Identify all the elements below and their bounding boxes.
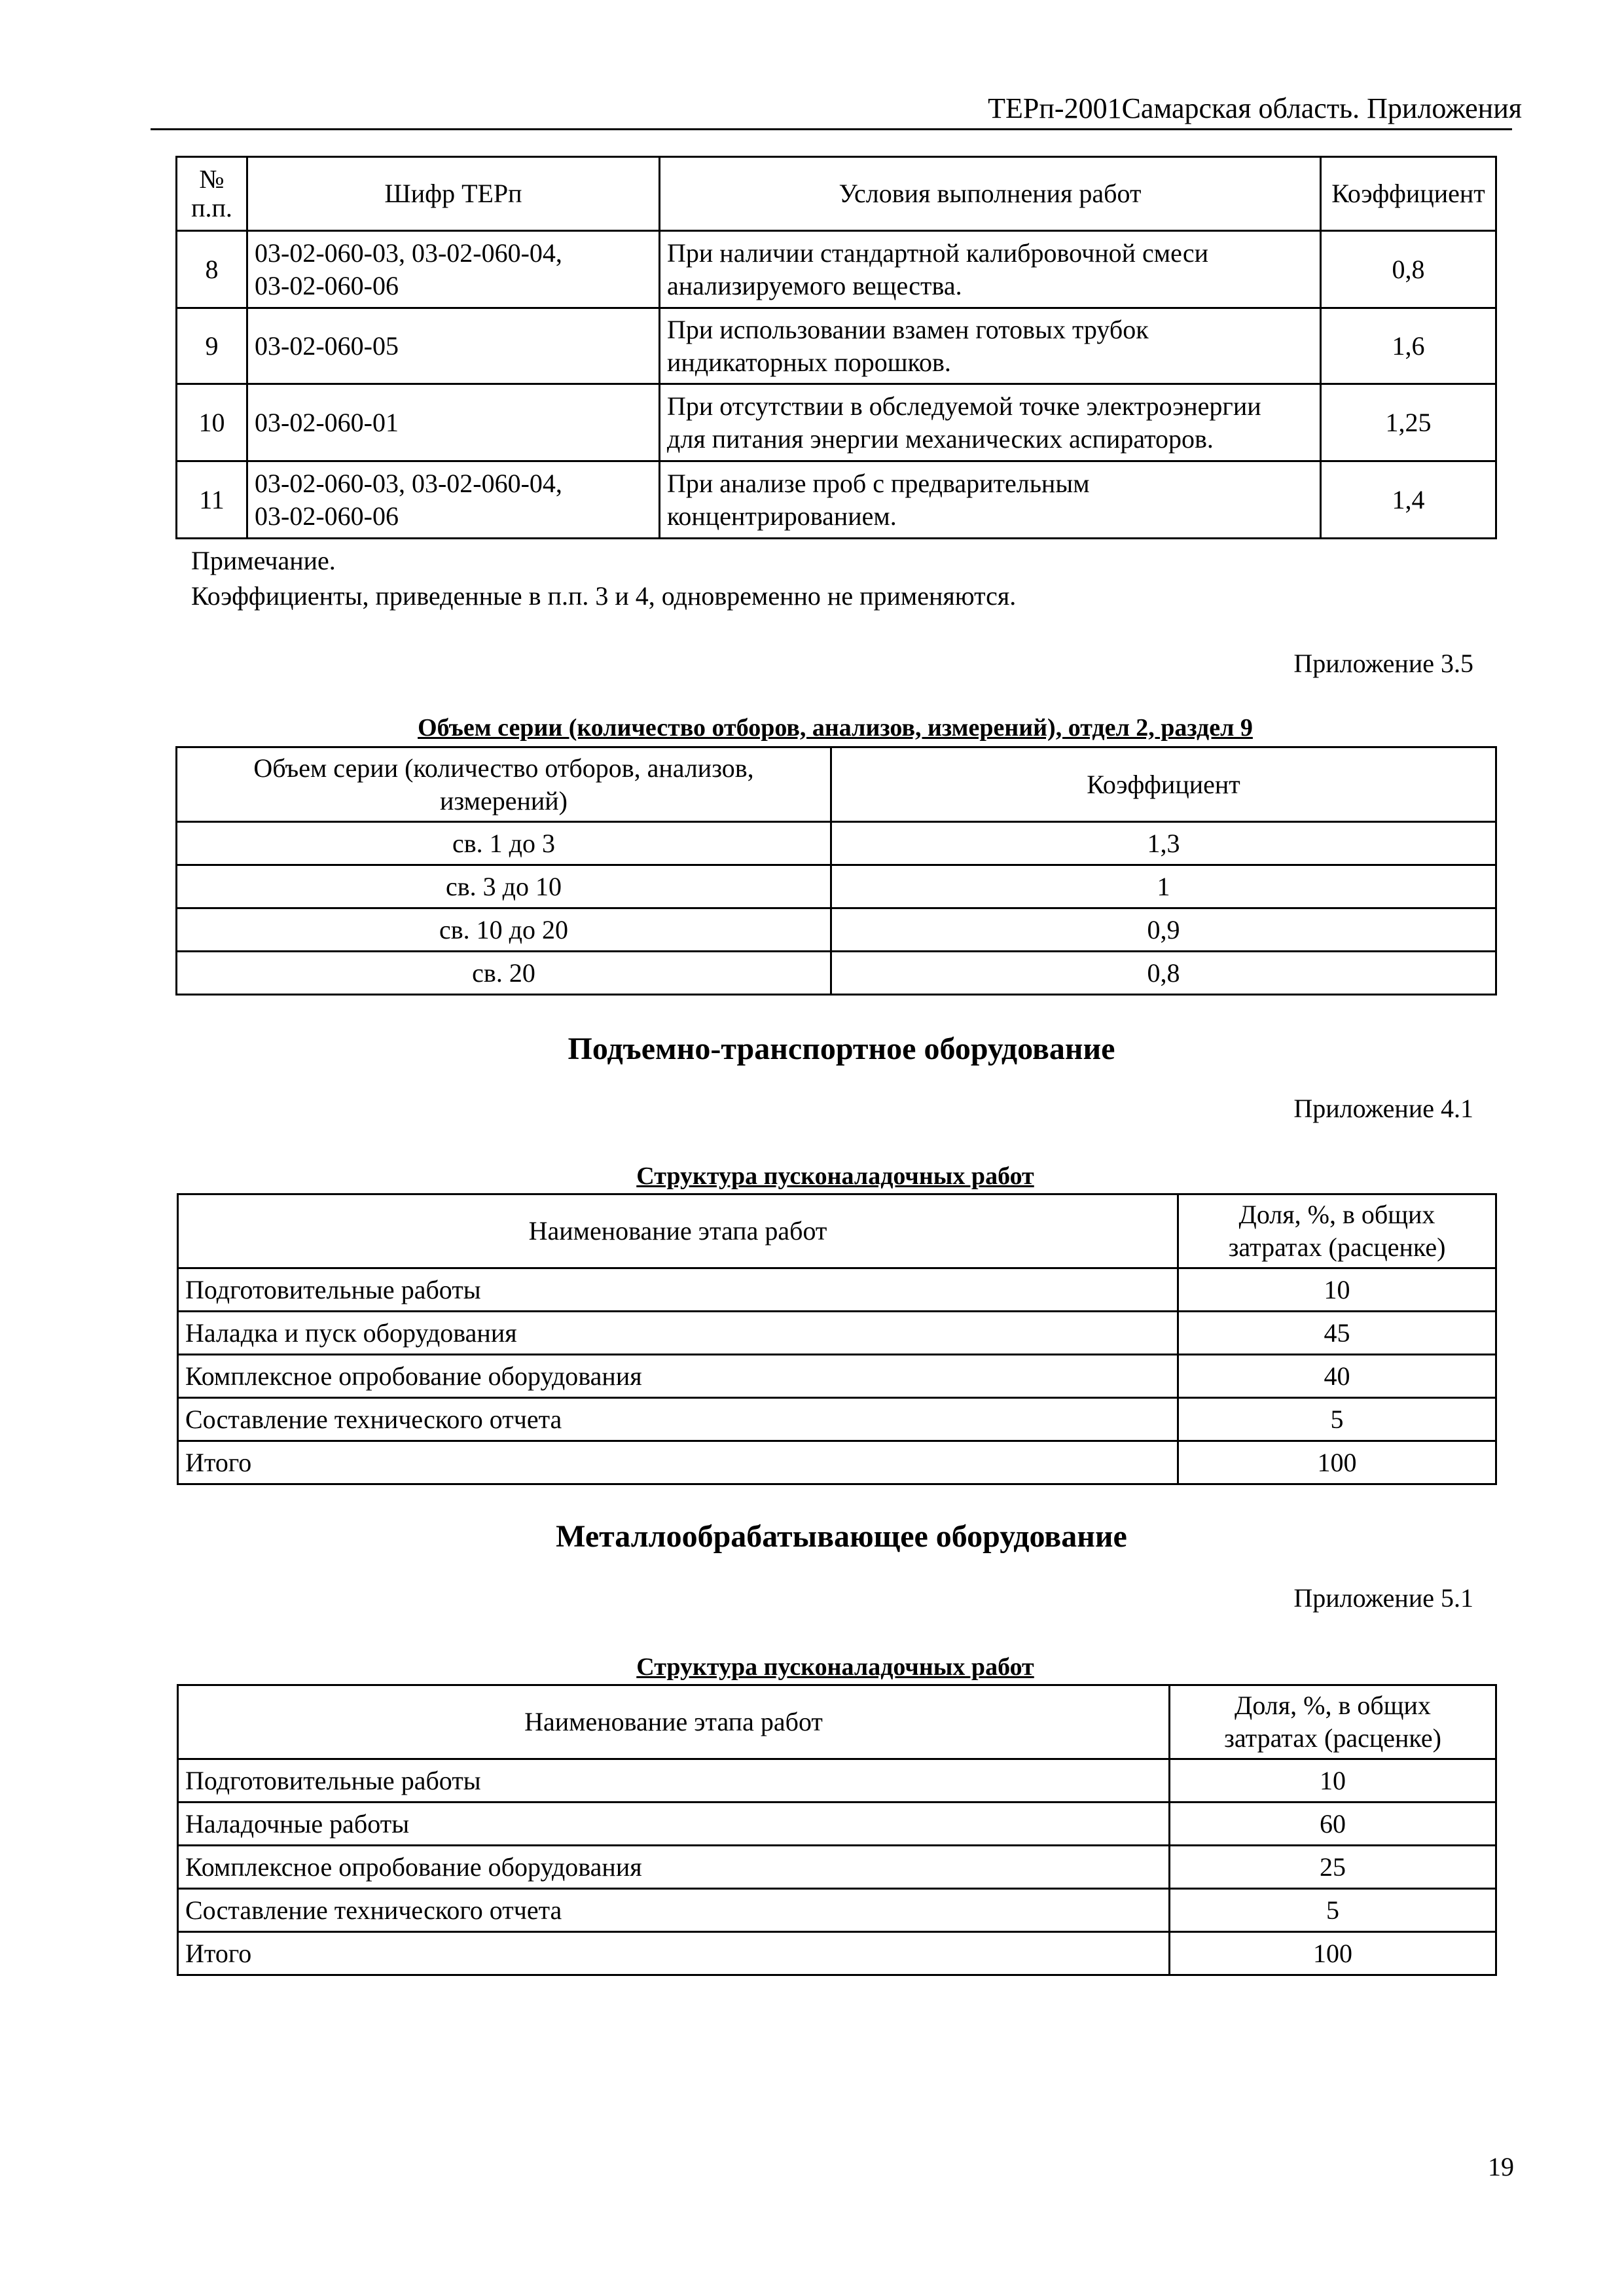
note-block	[191, 543, 1016, 614]
row-coef: 1,3	[831, 822, 1496, 865]
condition-line: для питания энергии механических аспираторов.	[667, 423, 1214, 454]
col-header-series: Объем серии (количество отборов, анализов, измерений)	[177, 747, 831, 822]
row-stage: Итого	[178, 1441, 1178, 1484]
condition-line: При отсутствии в обследуемой точке электроэнергии	[667, 391, 1261, 421]
table-header-row	[178, 1685, 1496, 1759]
row-range: св. 10 до 20	[177, 908, 831, 952]
table-row	[177, 908, 1496, 952]
col-header-stage: Наименование этапа работ	[178, 1194, 1178, 1268]
row-share: 25	[1170, 1846, 1496, 1889]
row-code	[247, 231, 660, 308]
row-stage: Наладка и пуск оборудования	[178, 1312, 1178, 1355]
row-coef: 0,8	[831, 952, 1496, 995]
row-condition	[660, 231, 1321, 308]
row-share: 45	[1178, 1312, 1496, 1355]
col-header-coef: Коэффициент	[831, 747, 1496, 822]
col-header-coef: Коэффициент	[1321, 157, 1496, 231]
commissioning-structure-table-metalworking	[177, 1684, 1497, 1976]
table-row	[177, 308, 1496, 384]
table-row	[178, 1312, 1496, 1355]
table-row-total	[178, 1932, 1496, 1975]
row-coef: 0,8	[1321, 231, 1496, 308]
conditions-table	[175, 156, 1497, 539]
code-line: 03-02-060-03, 03-02-060-04,	[255, 238, 562, 268]
table-header-row	[178, 1194, 1496, 1268]
row-code	[247, 461, 660, 539]
row-share: 100	[1170, 1932, 1496, 1975]
row-stage: Подготовительные работы	[178, 1268, 1178, 1312]
table-row	[178, 1355, 1496, 1398]
appendix-5-1-caption: Структура пусконаладочных работ	[636, 1653, 1034, 1681]
condition-line: концентрированием.	[667, 501, 897, 531]
row-num: 9	[177, 308, 247, 384]
condition-line: индикаторных порошков.	[667, 347, 951, 377]
row-share: 5	[1170, 1889, 1496, 1932]
table-row	[178, 1398, 1496, 1441]
section-title-metalworking: Металлообрабатывающее оборудование	[556, 1519, 1127, 1554]
col-header-label: № п.п.	[191, 164, 232, 223]
row-stage: Составление технического отчета	[178, 1398, 1178, 1441]
col-header-share: Доля, %, в общих затратах (расценке)	[1178, 1194, 1496, 1268]
row-code	[247, 384, 660, 461]
series-volume-table	[175, 746, 1497, 996]
table-header-row	[177, 747, 1496, 822]
section-title-lifting: Подъемно-транспортное оборудование	[568, 1031, 1115, 1066]
row-stage: Наладочные работы	[178, 1803, 1170, 1846]
col-header-conditions: Условия выполнения работ	[660, 157, 1321, 231]
row-stage: Комплексное опробование оборудования	[178, 1846, 1170, 1889]
row-num: 8	[177, 231, 247, 308]
col-header-stage: Наименование этапа работ	[178, 1685, 1170, 1759]
appendix-4-1-caption: Структура пусконаладочных работ	[636, 1162, 1034, 1190]
note-label: Примечание.	[191, 546, 336, 575]
row-condition	[660, 461, 1321, 539]
row-share: 5	[1178, 1398, 1496, 1441]
page-number: 19	[1488, 2152, 1514, 2181]
code-line: 03-02-060-01	[255, 407, 399, 437]
header-rule	[151, 128, 1512, 130]
row-condition	[660, 384, 1321, 461]
condition-line: При наличии стандартной калибровочной смеси	[667, 238, 1208, 268]
code-line: 03-02-060-06	[255, 501, 399, 531]
row-stage: Подготовительные работы	[178, 1759, 1170, 1803]
row-share: 60	[1170, 1803, 1496, 1846]
table-row	[178, 1889, 1496, 1932]
col-header-num	[177, 157, 247, 231]
row-stage: Составление технического отчета	[178, 1889, 1170, 1932]
appendix-3-5-caption: Объем серии (количество отборов, анализов, измерений), отдел 2, раздел 9	[418, 714, 1253, 742]
code-line: 03-02-060-06	[255, 270, 399, 300]
row-num: 11	[177, 461, 247, 539]
row-coef: 1,6	[1321, 308, 1496, 384]
row-stage: Комплексное опробование оборудования	[178, 1355, 1178, 1398]
row-share: 10	[1178, 1268, 1496, 1312]
row-coef: 0,9	[831, 908, 1496, 952]
row-coef: 1,4	[1321, 461, 1496, 539]
row-code	[247, 308, 660, 384]
appendix-3-5-label: Приложение 3.5	[1293, 649, 1473, 678]
row-range: св. 20	[177, 952, 831, 995]
running-header: ТЕРп-2001Самарская область. Приложения	[988, 92, 1522, 124]
condition-line: При анализе проб с предварительным	[667, 468, 1090, 498]
condition-line: анализируемого вещества.	[667, 270, 962, 300]
table-row	[177, 384, 1496, 461]
table-row-total	[178, 1441, 1496, 1484]
row-share: 40	[1178, 1355, 1496, 1398]
condition-line: При использовании взамен готовых трубок	[667, 314, 1149, 344]
appendix-4-1-label: Приложение 4.1	[1293, 1094, 1473, 1123]
col-header-share: Доля, %, в общих затратах (расценке)	[1170, 1685, 1496, 1759]
row-share: 100	[1178, 1441, 1496, 1484]
appendix-5-1-label: Приложение 5.1	[1293, 1583, 1473, 1613]
col-header-code: Шифр ТЕРп	[247, 157, 660, 231]
code-line: 03-02-060-03, 03-02-060-04,	[255, 468, 562, 498]
table-row	[178, 1803, 1496, 1846]
row-coef: 1,25	[1321, 384, 1496, 461]
table-header-row	[177, 157, 1496, 231]
row-range: св. 3 до 10	[177, 865, 831, 908]
note-text: Коэффициенты, приведенные в п.п. 3 и 4, одновременно не применяются.	[191, 581, 1017, 611]
table-row	[178, 1759, 1496, 1803]
table-row	[177, 952, 1496, 995]
table-row	[178, 1268, 1496, 1312]
row-share: 10	[1170, 1759, 1496, 1803]
table-row	[177, 461, 1496, 539]
commissioning-structure-table-lifting	[177, 1193, 1497, 1485]
table-row	[177, 231, 1496, 308]
table-row	[177, 865, 1496, 908]
code-line: 03-02-060-05	[255, 331, 399, 361]
row-stage: Итого	[178, 1932, 1170, 1975]
row-range: св. 1 до 3	[177, 822, 831, 865]
table-row	[177, 822, 1496, 865]
row-condition	[660, 308, 1321, 384]
row-coef: 1	[831, 865, 1496, 908]
row-num: 10	[177, 384, 247, 461]
table-row	[178, 1846, 1496, 1889]
